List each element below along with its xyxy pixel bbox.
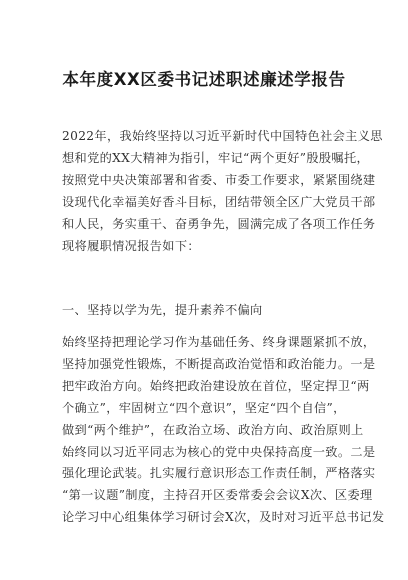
paragraph-line: 始终坚持把理论学习作为基础任务、终身课题紧抓不放， bbox=[62, 335, 376, 349]
paragraph-line: 现将履职情况报告如下： bbox=[62, 238, 200, 253]
paragraph-line: 始终同以习近平同志为核心的党中央保持高度一致。二是 bbox=[62, 444, 376, 459]
paragraph-line: 和人民，务实重干、奋勇争先，圆满完成了各项工作任务 bbox=[62, 216, 376, 231]
paragraph-line: 个确立”，牢固树立“四个意识”，坚定“四个自信”， bbox=[62, 400, 346, 415]
document-title: 本年度XX区委书记述职述廉述学报告 bbox=[62, 70, 346, 89]
paragraph-line: 按照党中央决策部署和省委、市委工作要求，紧紧围绕建 bbox=[62, 172, 376, 187]
section-paragraph bbox=[62, 332, 385, 529]
paragraph-line: “第一议题”制度，主持召开区委常委会会议X次、区委理 bbox=[62, 488, 373, 503]
paragraph-line: 把牢政治方向。始终把政治建设放在首位，坚定捍卫“两 bbox=[62, 378, 370, 393]
paragraph-line: 想和党的XX大精神为指引，牢记“两个更好”殷殷嘱托， bbox=[62, 150, 370, 165]
section-heading-text: 一、坚持以学为先，提升素养不偏向 bbox=[62, 303, 263, 317]
paragraph-line: 强化理论武装。扎实履行意识形态工作责任制，严格落实 bbox=[62, 466, 376, 481]
paragraph-line: 论学习中心组集体学习研讨会X次，及时对习近平总书记发 bbox=[62, 510, 385, 525]
paragraph-line: 2022年，我始终坚持以习近平新时代中国特色社会主义思 bbox=[62, 129, 383, 143]
paragraph-line: 做到“两个维护”，在政治立场、政治方向、政治原则上 bbox=[62, 422, 364, 437]
paragraph-line: 设现代化幸福美好香斗目标，团结带领全区广大党员干部 bbox=[62, 194, 376, 209]
section-heading bbox=[62, 300, 354, 322]
intro-paragraph bbox=[62, 126, 383, 257]
paragraph-line: 坚持加强党性锻炼，不断提高政治觉悟和政治能力。一是 bbox=[62, 356, 376, 371]
